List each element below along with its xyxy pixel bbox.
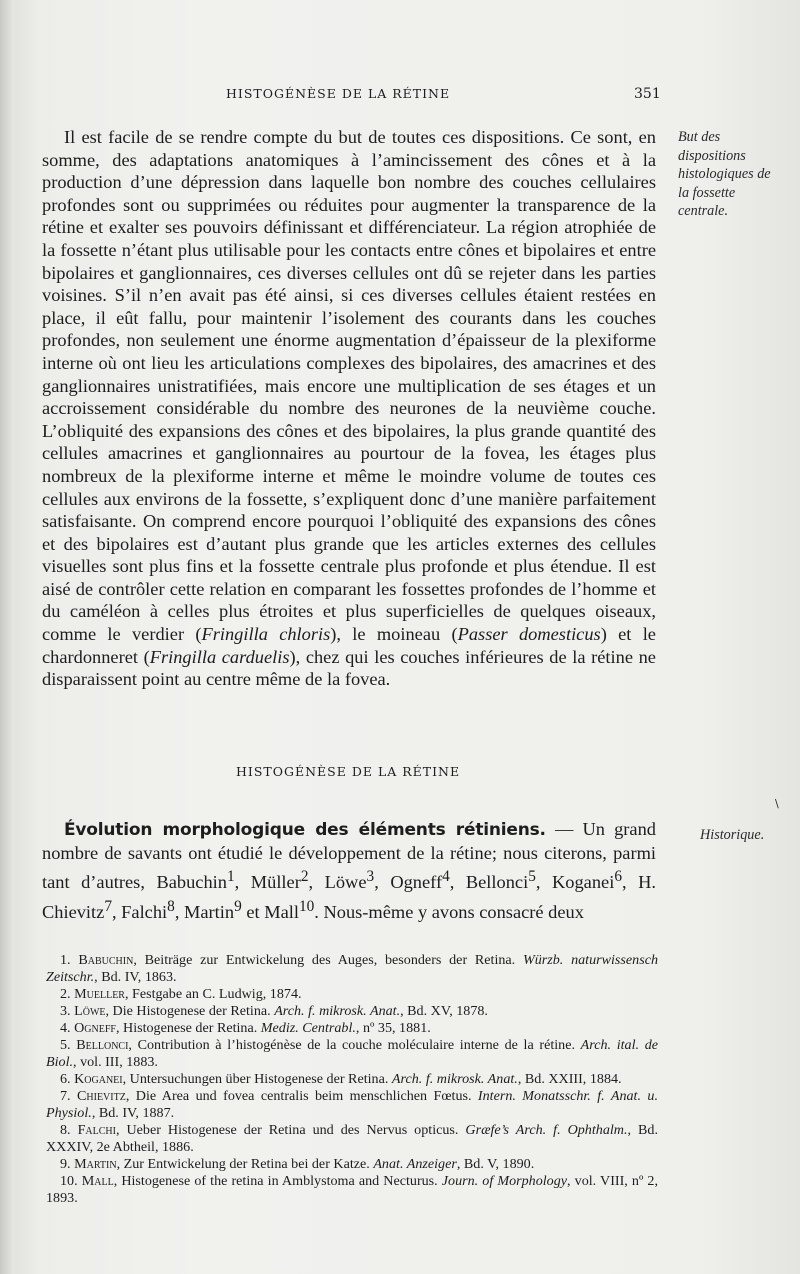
footnote-author: Löwe bbox=[74, 1003, 106, 1019]
footnote-number: 9. bbox=[60, 1156, 71, 1172]
footnote-author: Mall bbox=[81, 1173, 114, 1189]
footnote-tail: , Bd. V, 1890. bbox=[456, 1156, 535, 1172]
footnote bbox=[46, 1122, 658, 1156]
footnote-text: , Ueber Histogenese der Retina und des Nervus opticus. bbox=[115, 1122, 466, 1138]
section-text-before: — Un grand nombre de savants ont étudié le développement de la rétine; nous citerons, parmi tant d’autres, Babuchin bbox=[42, 819, 656, 893]
footnote-tail: , Bd. XV, 1878. bbox=[400, 1003, 488, 1019]
footnote-text: , Contribution à l’histogénèse de la couche moléculaire interne de la rétine. bbox=[128, 1037, 581, 1053]
footnote-text: , Die Area und fovea centralis beim menschlichen Fœtus. bbox=[125, 1088, 478, 1104]
binding-shadow bbox=[0, 0, 14, 1274]
paragraph-1-text: Il est facile de se rendre compte du but de toutes ces dispositions. Ce sont, en somme, des adaptations anatomiques à l’amincissement des cônes et à la production d’une dépression dans laquelle bon nombre des couches cellulaires profondes sont ou supprimées ou réduites pour augmenter la transparence de la rétine et exalter ses pouvoirs définissant et différenciateur. La région atrophiée de la fossette n’étant plus utilisable pour les contacts entre cônes et bipolaires et entre bipolaires et ganglionnaires, ces diverses cellules ont dû se rejeter dans les parties voisines. S’il n’en avait pas été ainsi, si ces diverses cellules étaient restées en place, il eût fallu, pour maintenir l’isolement des courants dans les couches profondes, non seulement une énorme augmentation d’épaisseur de la plexiforme interne où ont lieu les articulations complexes des bipolaires, des amacrines et des ganglionnaires unistratifiées, mais encore une multiplication de ses étages et un accroissement considérable du nombre des neurones de la neuvième couche. L’obliquité des expansions des cônes et des bipolaires, la plus grande quantité des cellules amacrines et ganglionnaires au pourtour de la fovea, les étages plus nombreux de la plexiforme interne et même le moindre volume de toutes ces cellules aux environs de la fossette, s’expliquent donc d’une manière parfaitement satisfaisante. On comprend encore pourquoi l’obliquité des expansions des cônes et des bipolaires est d’autant plus grande que les articles externes des cellules visuelles sont plus fins et la fossette centrale plus profonde et plus étendue. Il est aisé de contrôler cette relation en comparant les fossettes profondes de l’homme et du caméléon à celles plus étroites et plus superficielles de quelques oiseaux, comme le verdier ( bbox=[42, 127, 656, 645]
footnote-author: Babuchin bbox=[78, 952, 134, 968]
margin-note-fossette: But des dispositions histologiques de la fossette centrale. bbox=[678, 129, 771, 219]
footnote-journal: Arch. f. mikrosk. Anat. bbox=[274, 1003, 401, 1019]
footnote bbox=[46, 1037, 658, 1071]
footnotes bbox=[46, 952, 658, 1207]
section-text: , Martin bbox=[174, 901, 235, 922]
footnote bbox=[46, 1020, 658, 1037]
stray-mark: \ bbox=[775, 797, 779, 810]
section-lead-title: Évolution morphologique des éléments rétiniens. bbox=[64, 820, 546, 840]
footnote-tail: , vol. VIII, nº 2, 1893. bbox=[46, 1173, 659, 1206]
species-verdier: Fringilla chloris bbox=[201, 624, 331, 645]
footnote-journal: Arch. ital. de Biol. bbox=[46, 1037, 658, 1070]
footnote-number: 7. bbox=[60, 1088, 71, 1104]
footnote-number: 3. bbox=[60, 1003, 71, 1019]
section-text: , H. Chievitz bbox=[42, 872, 656, 922]
footnote-ref[interactable]: 2 bbox=[300, 868, 309, 886]
footnote-journal: Mediz. Centrabl. bbox=[260, 1020, 356, 1036]
footnote-ref[interactable]: 3 bbox=[366, 868, 375, 886]
paragraph-1-mid-1: ), le moineau ( bbox=[330, 624, 458, 645]
footnote-number: 6. bbox=[60, 1071, 71, 1087]
footnote bbox=[46, 1088, 658, 1122]
footnote-text: , Histogenese of the retina in Amblystoma and Necturus. bbox=[113, 1173, 442, 1189]
section-paragraph-text bbox=[42, 818, 656, 924]
footnote-journal: Intern. Monatsschr. f. Anat. u. Physiol. bbox=[46, 1088, 658, 1121]
footnote-ref[interactable]: 5 bbox=[528, 868, 536, 886]
paragraph-1 bbox=[42, 126, 656, 691]
footnote-journal: Arch. f. mikrosk. Anat. bbox=[391, 1071, 518, 1087]
section-text: , Koganei bbox=[535, 872, 615, 893]
footnote-author: Bellonci bbox=[76, 1037, 129, 1053]
section-text: , Ogneff bbox=[374, 872, 443, 893]
footnote-number: 8. bbox=[60, 1122, 71, 1138]
footnote-journal: Journ. of Morphology bbox=[441, 1173, 568, 1189]
footnote-journal: Würzb. naturwissensch Zeitschr. bbox=[46, 952, 658, 985]
footnote-number: 10. bbox=[60, 1173, 78, 1189]
footnote-text: , Beiträge zur Entwickelung des Auges, besonders der Retina. bbox=[133, 952, 523, 968]
section-text: , Falchi bbox=[111, 901, 168, 922]
footnote-ref[interactable]: 7 bbox=[104, 897, 112, 915]
page-number: 351 bbox=[634, 86, 661, 102]
footnote-ref[interactable]: 4 bbox=[442, 868, 450, 886]
footnote-text: , Die Histogenese der Retina. bbox=[105, 1003, 275, 1019]
footnote bbox=[46, 1173, 658, 1207]
main-paragraph bbox=[42, 126, 656, 691]
footnote-author: Ogneff bbox=[74, 1020, 116, 1036]
footnote-tail: , Bd. IV, 1887. bbox=[91, 1105, 175, 1121]
footnote bbox=[46, 1071, 658, 1088]
footnote bbox=[46, 1156, 658, 1173]
footnote-tail: , Bd. XXXIV, 2e Abtheil, 1886. bbox=[46, 1122, 658, 1155]
footnote-number: 1. bbox=[60, 952, 71, 968]
footnote-tail: , vol. III, 1883. bbox=[73, 1054, 158, 1070]
section-paragraph bbox=[42, 818, 656, 924]
footnote-ref[interactable]: 6 bbox=[614, 868, 622, 886]
footnote-author: Falchi bbox=[77, 1122, 116, 1138]
footnote-text: , Festgabe an C. Ludwig, 1874. bbox=[124, 986, 302, 1002]
section-heading: HISTOGÉNÈSE DE LA RÉTINE bbox=[236, 764, 461, 779]
paragraph-1-mid-2: ) et le chardonneret ( bbox=[42, 624, 656, 667]
footnote-author: Koganei bbox=[74, 1071, 123, 1087]
section-text: , Müller bbox=[234, 872, 301, 893]
footnote bbox=[46, 986, 658, 1003]
footnote-tail: , Bd. IV, 1863. bbox=[94, 969, 177, 985]
footnote-author: Martin bbox=[74, 1156, 117, 1172]
footnote bbox=[46, 1003, 658, 1020]
footnote-author: Chievitz bbox=[77, 1088, 126, 1104]
footnote-journal: Græfe’s Arch. f. Ophthalm. bbox=[465, 1122, 628, 1138]
section-text: . Nous-même y avons consacré deux bbox=[314, 901, 584, 922]
footnote-ref[interactable]: 1 bbox=[226, 868, 235, 886]
footnote-number: 4. bbox=[60, 1020, 71, 1036]
margin-note-historique: Historique. bbox=[700, 827, 765, 843]
species-moineau: Passer domesticus bbox=[457, 624, 601, 645]
footnote-ref[interactable]: 10 bbox=[298, 897, 315, 915]
footnote-author: Mueller bbox=[74, 986, 125, 1002]
footnote-number: 2. bbox=[60, 986, 71, 1002]
running-head: HISTOGÉNÈSE DE LA RÉTINE bbox=[226, 86, 451, 101]
footnote bbox=[46, 952, 658, 986]
footnote-text: , Zur Entwickelung der Retina bei der Katze. bbox=[116, 1156, 374, 1172]
section-text: , Bellonci bbox=[449, 872, 529, 893]
footnote-number: 5. bbox=[60, 1037, 71, 1053]
species-chardonneret: Fringilla carduelis bbox=[149, 646, 290, 667]
footnote-ref[interactable]: 8 bbox=[167, 897, 175, 915]
paragraph-1-end: ), chez qui les couches inférieures de la rétine ne disparaissent point au centre même de la fovea. bbox=[42, 646, 656, 690]
footnote-text: , Untersuchungen über Histogenese der Retina. bbox=[122, 1071, 392, 1087]
section-text: et Mall bbox=[241, 901, 299, 922]
footnote-tail: , nº 35, 1881. bbox=[355, 1020, 431, 1036]
footnote-ref[interactable]: 9 bbox=[234, 897, 242, 915]
footnote-text: , Histogenese der Retina. bbox=[115, 1020, 261, 1036]
footnote-tail: , Bd. XXIII, 1884. bbox=[517, 1071, 622, 1087]
section-text: , Löwe bbox=[308, 872, 367, 893]
footnote-journal: Anat. Anzeiger bbox=[373, 1156, 457, 1172]
